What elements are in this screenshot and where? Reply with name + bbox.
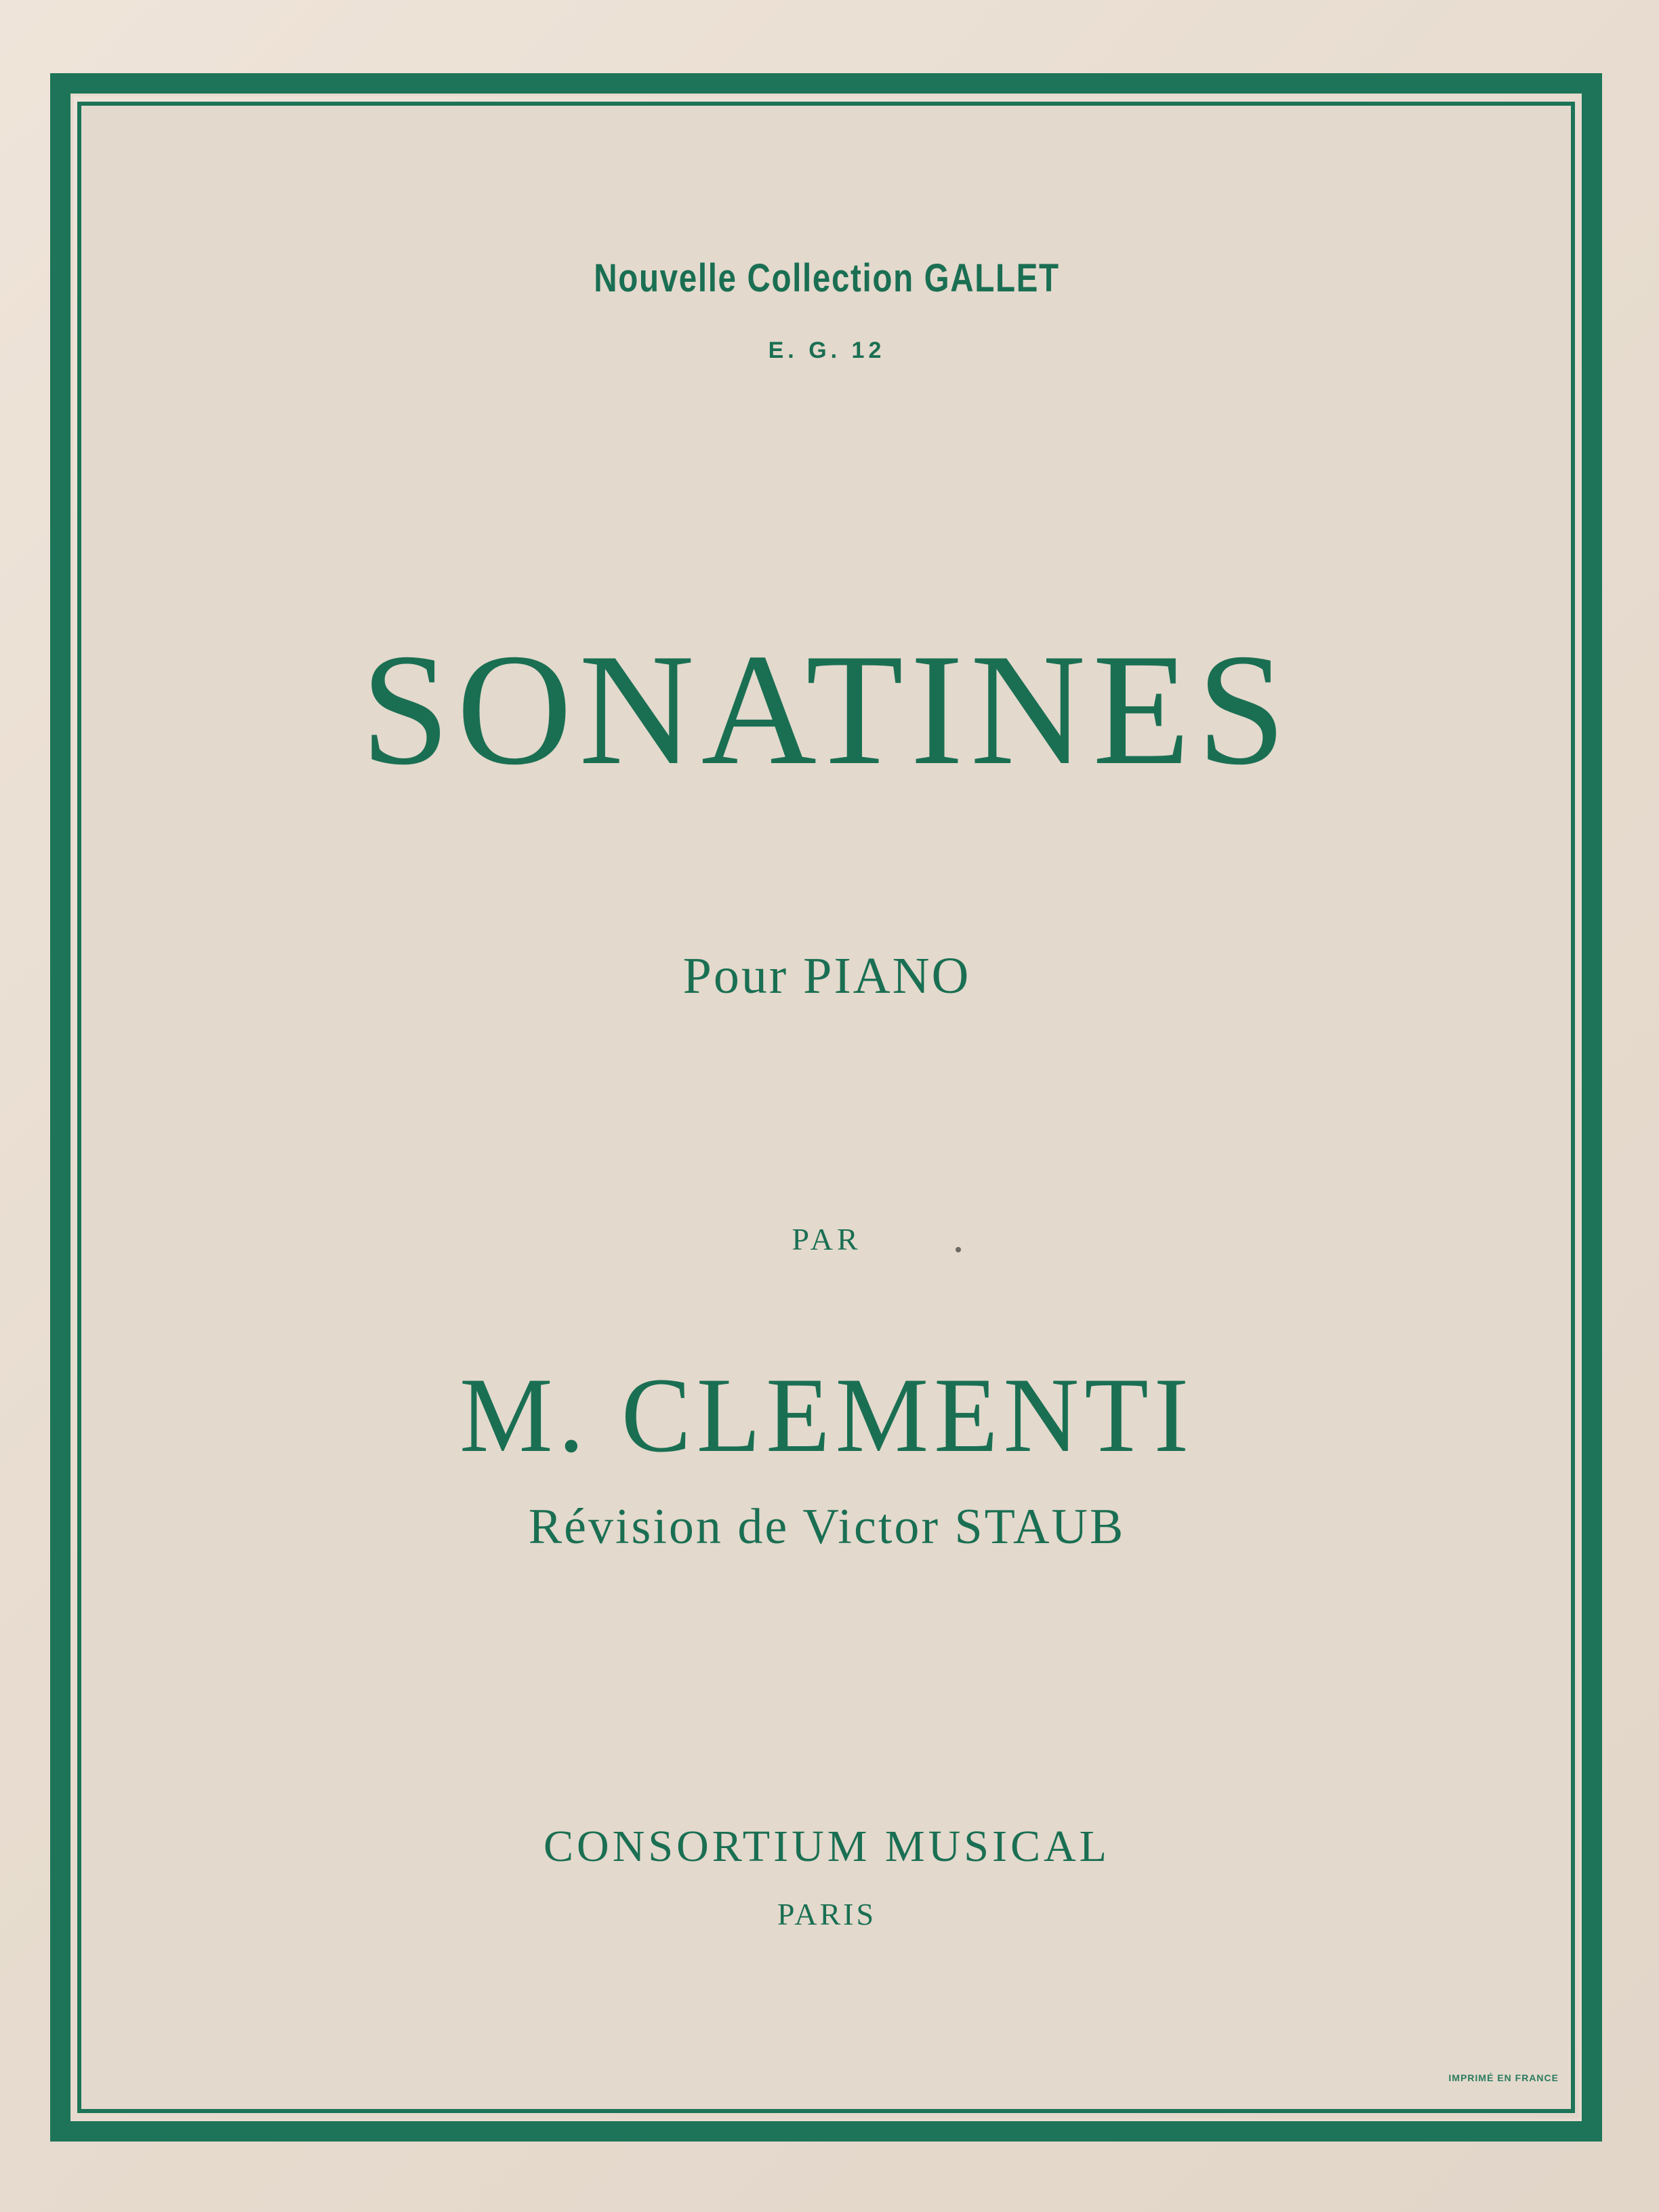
composer-name: M. CLEMENTI (459, 1356, 1195, 1475)
catalog-number: E. G. 12 (768, 337, 886, 363)
instrument-line: Pour PIANO (682, 947, 971, 1004)
inner-border (77, 102, 1575, 2113)
publisher-name: CONSORTIUM MUSICAL (544, 1822, 1110, 1871)
reviser-line: Révision de Victor STAUB (528, 1499, 1126, 1555)
publisher-city: PARIS (777, 1897, 877, 1931)
series-name: Nouvelle Collection GALLET (594, 256, 1060, 300)
paper-speck (956, 1247, 961, 1252)
by-label: PAR (792, 1222, 862, 1256)
imprint-note: IMPRIMÉ EN FRANCE (1448, 2072, 1559, 2083)
cover-title: SONATINES (361, 621, 1293, 798)
